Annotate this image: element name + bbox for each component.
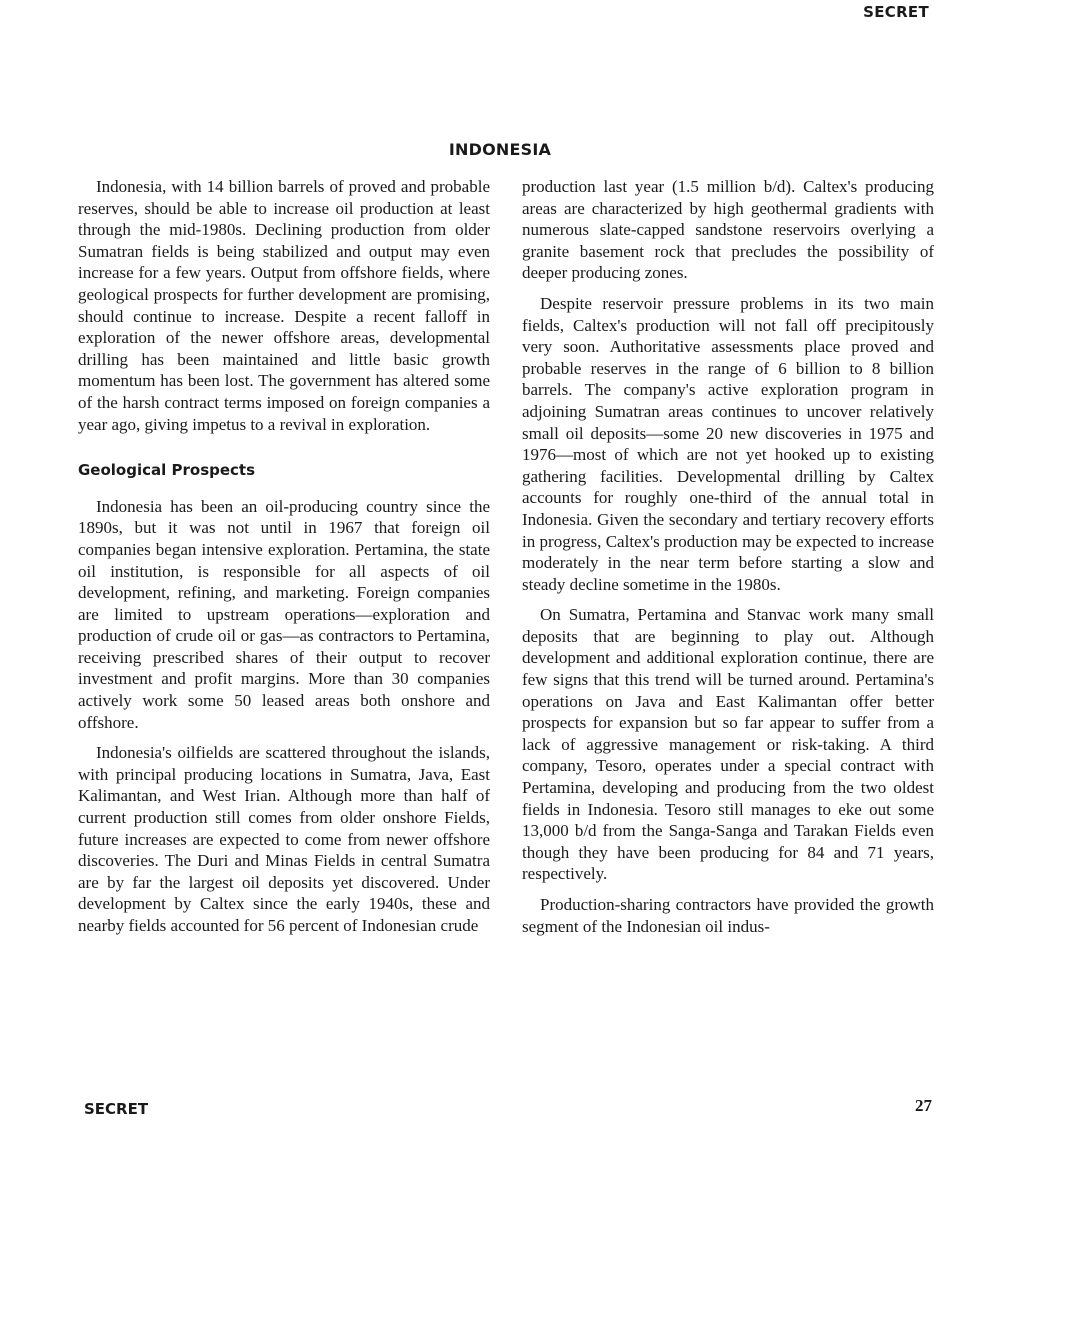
paragraph: Indonesia has been an oil-producing country since the 1890s, but it was not until in 1967 that foreign oil companies began intensive exploration. Pertamina, the state oil institution, is responsible for all aspects of oil development, refining, and marketing. Foreign companies are limited to upstream operations—exploration and production of crude oil or gas—as contractors to Pertamina, receiving prescribed shares of their output to recover investment and profit margins. More than 30 companies actively work some 50 leased areas both onshore and offshore. bbox=[78, 496, 490, 732]
left-column bbox=[78, 176, 490, 946]
classification-marking-bottom: SECRET bbox=[84, 1100, 149, 1118]
paragraph: Indonesia's oilfields are scattered throughout the islands, with principal producing locations in Sumatra, Java, East Kalimantan, and West Irian. Although more than half of current production still comes from older onshore Fields, future increases are expected to come from newer offshore discoveries. The Duri and Minas Fields in central Sumatra are by far the largest oil deposits yet discovered. Under development by Caltex since the early 1940s, these and nearby fields accounted for 56 percent of Indonesian crude bbox=[78, 743, 490, 935]
paragraph: Despite reservoir pressure problems in its two main fields, Caltex's production will not fall off precipitously very soon. Authoritative assessments place proved and probable reserves in the range of 6 billion to 8 billion barrels. The company's active exploration program in adjoining Sumatran areas continues to uncover relatively small oil deposits—some 20 new discoveries in 1975 and 1976—most of which are not yet hooked up to existing gathering facilities. Developmental drilling by Caltex accounts for roughly one-third of the annual total in Indonesia. Given the secondary and tertiary recovery efforts in progress, Caltex's production may be expected to increase moderately in the near term before starting a slow and steady decline sometime in the 1980s. bbox=[522, 293, 934, 594]
paragraph: Production-sharing contractors have provided the growth segment of the Indonesian oil indus- bbox=[522, 895, 934, 936]
paragraph: Indonesia, with 14 billion barrels of proved and probable reserves, should be able to increase oil production at least through the mid-1980s. Declining production from older Sumatran fields is being stabilized and output may even increase for a few years. Output from offshore fields, where geological prospects for further development are promising, should continue to increase. Despite a recent falloff in exploration of the newer offshore areas, developmental drilling has been maintained and little basic growth momentum has been lost. The government has altered some of the harsh contract terms imposed on foreign companies a year ago, giving impetus to a revival in exploration. bbox=[78, 177, 490, 434]
paragraph: On Sumatra, Pertamina and Stanvac work many small deposits that are beginning to play out. Although development and additional exploration continue, there are few signs that this trend will be turned around. Pertamina's operations on Java and East Kalimantan offer better prospects for expansion but so far appear to suffer from a lack of aggressive management or risk-taking. A third company, Tesoro, operates under a special contract with Pertamina, developing and producing from the two oldest fields in Indonesia. Tesoro still manages to eke out some 13,000 b/d from the Sanga-Sanga and Tarakan Fields even though they have been producing for 84 and 71 years, respectively. bbox=[522, 605, 934, 884]
section-heading: Geological Prospects bbox=[78, 461, 256, 480]
page-number: 27 bbox=[915, 1096, 932, 1115]
paragraph: production last year (1.5 million b/d). Caltex's producing areas are characterized by high geothermal gradients with numerous slate-capped sandstone reservoirs overlying a granite basement rock that precludes the possibility of deeper producing zones. bbox=[522, 177, 934, 283]
right-column bbox=[522, 176, 934, 946]
page-title: INDONESIA bbox=[448, 140, 552, 159]
classification-marking-top: SECRET bbox=[863, 3, 929, 21]
